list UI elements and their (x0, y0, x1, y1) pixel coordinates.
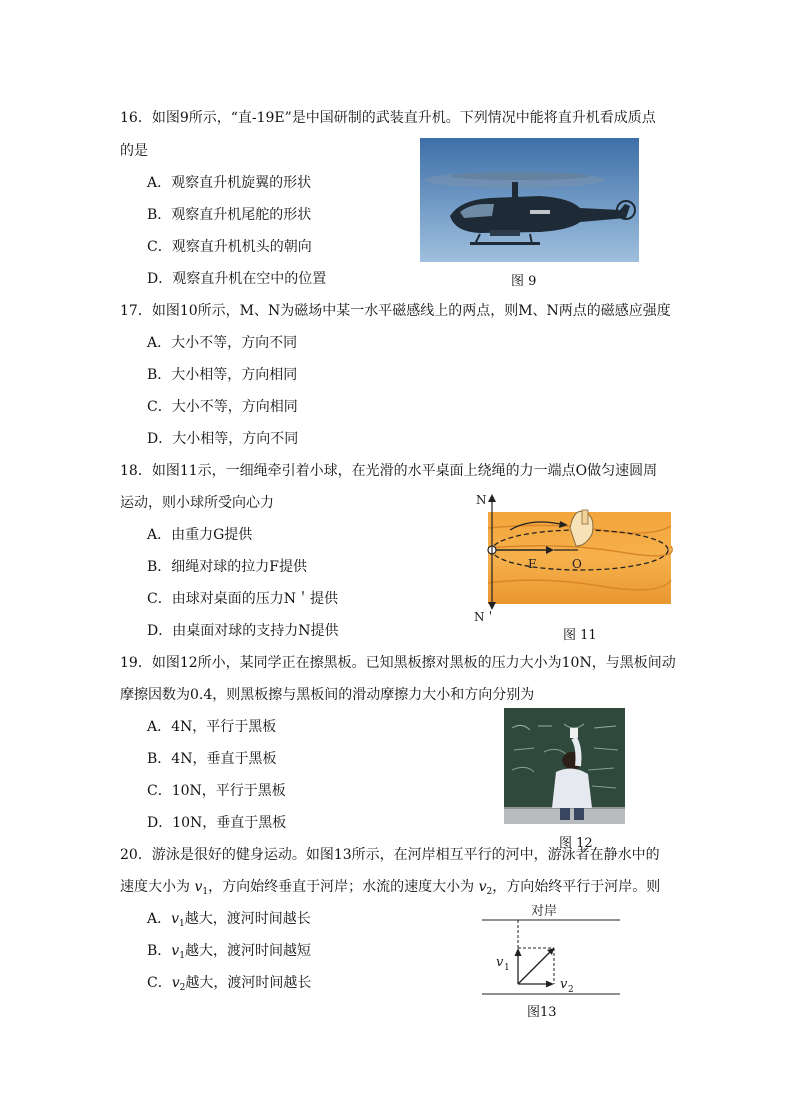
var-v2-sub: 2 (486, 887, 493, 897)
q16-option-c: C．观察直升机机头的朝向 (147, 239, 312, 255)
label-f: F (528, 557, 537, 571)
v1-label: v (496, 955, 504, 970)
q20-stem-line1: 20．游泳是很好的健身运动。如图13所示，在河岸相互平行的河中，游泳者在静水中的 (120, 847, 660, 863)
q17-stem-line1: 17．如图10所示，M、N为磁场中某一水平磁感线上的两点，则M、N两点的磁感应强度 (120, 303, 671, 319)
q20-stem-line2 (120, 877, 660, 902)
q19-option-a: A．4N，平行于黑板 (147, 719, 277, 735)
q20-line2-part-c: ，方向始终平行于河岸。则 (492, 879, 661, 895)
q20-option-c-letter: C． (147, 975, 172, 991)
q20-option-a-sub: 1 (179, 919, 185, 929)
figure-9-caption: 图 9 (511, 274, 537, 289)
q20-option-c (147, 973, 311, 998)
v1-label-sub: 1 (504, 963, 510, 973)
circular-motion-diagram (470, 488, 675, 628)
q17-option-b: B．大小相等，方向相同 (147, 367, 298, 383)
q20-option-b-var: v (171, 943, 180, 959)
river-crossing-diagram (478, 900, 628, 1000)
q16-option-d: D．观察直升机在空中的位置 (147, 271, 327, 287)
q20-option-b-text: 越大，渡河时间越短 (184, 943, 311, 959)
q16-stem-line1: 16．如图9所示，“直-19E”是中国研制的武装直升机。下列情况中能将直升机看成质点 (120, 110, 656, 126)
helicopter-photo (420, 138, 639, 262)
figure-12-caption: 图 12 (559, 836, 593, 851)
q20-option-a-text: 越大，渡河时间越长 (184, 911, 311, 927)
q18-option-b: B．细绳对球的拉力F提供 (147, 559, 308, 575)
q17-option-c: C．大小不等，方向相同 (147, 399, 298, 415)
figure-13-caption: 图13 (527, 1005, 557, 1020)
q17-option-d: D．大小相等，方向不同 (147, 431, 299, 447)
q19-option-c: C．10N，平行于黑板 (147, 783, 286, 799)
q18-option-d: D．由桌面对球的支持力N提供 (147, 623, 339, 639)
label-n-bottom: N＇ (474, 610, 497, 624)
q20-option-c-var: v (171, 975, 180, 991)
q19-stem-line2: 摩擦因数为0.4，则黑板擦与黑板间的滑动摩擦力大小和方向分别为 (120, 687, 535, 703)
q20-option-a (147, 909, 311, 934)
q18-stem-line1: 18．如图11示，一细绳牵引着小球，在光滑的水平桌面上绕绳的力一端点O做匀速圆周 (120, 463, 658, 479)
label-n-top: N (476, 493, 487, 507)
q20-option-b (147, 941, 311, 966)
q19-option-b: B．4N，垂直于黑板 (147, 751, 277, 767)
far-bank-label: 对岸 (531, 904, 558, 919)
v2-label: v (560, 977, 568, 992)
q20-option-a-var: v (171, 911, 180, 927)
q18-stem-line2: 运动，则小球所受向心力 (120, 495, 274, 511)
var-v2: v (478, 879, 487, 895)
resultant-arrow (518, 952, 550, 984)
var-v1: v (194, 879, 203, 895)
q20-option-b-sub: 1 (179, 951, 185, 961)
q20-option-b-letter: B． (147, 943, 172, 959)
q20-option-a-letter: A． (147, 911, 172, 927)
q16-option-a: A．观察直升机旋翼的形状 (147, 175, 312, 191)
q20-line2-part-b: ，方向始终垂直于河岸；水流的速度大小为 (208, 879, 479, 895)
q18-option-a: A．由重力G提供 (147, 527, 253, 543)
q20-option-c-text: 越大，渡河时间越长 (185, 975, 312, 991)
var-v1-sub: 1 (202, 887, 209, 897)
q17-option-a: A．大小不等，方向不同 (147, 335, 298, 351)
label-o: O (572, 557, 582, 571)
q16-stem-line2: 的是 (120, 143, 148, 159)
blackboard-photo (504, 708, 625, 824)
q20-option-c-sub: 2 (179, 983, 186, 993)
q20-line2-part-a: 速度大小为 (120, 879, 195, 895)
q18-option-c: C．由球对桌面的压力N＇提供 (147, 591, 338, 607)
q19-option-d: D．10N，垂直于黑板 (147, 815, 287, 831)
q16-option-b: B．观察直升机尾舵的形状 (147, 207, 312, 223)
q19-stem-line1: 19．如图12所小，某同学正在擦黑板。已知黑板擦对黑板的压力大小为10N，与黑板间动 (120, 655, 676, 671)
v2-label-sub: 2 (568, 985, 574, 995)
figure-11-caption: 图 11 (563, 628, 597, 643)
